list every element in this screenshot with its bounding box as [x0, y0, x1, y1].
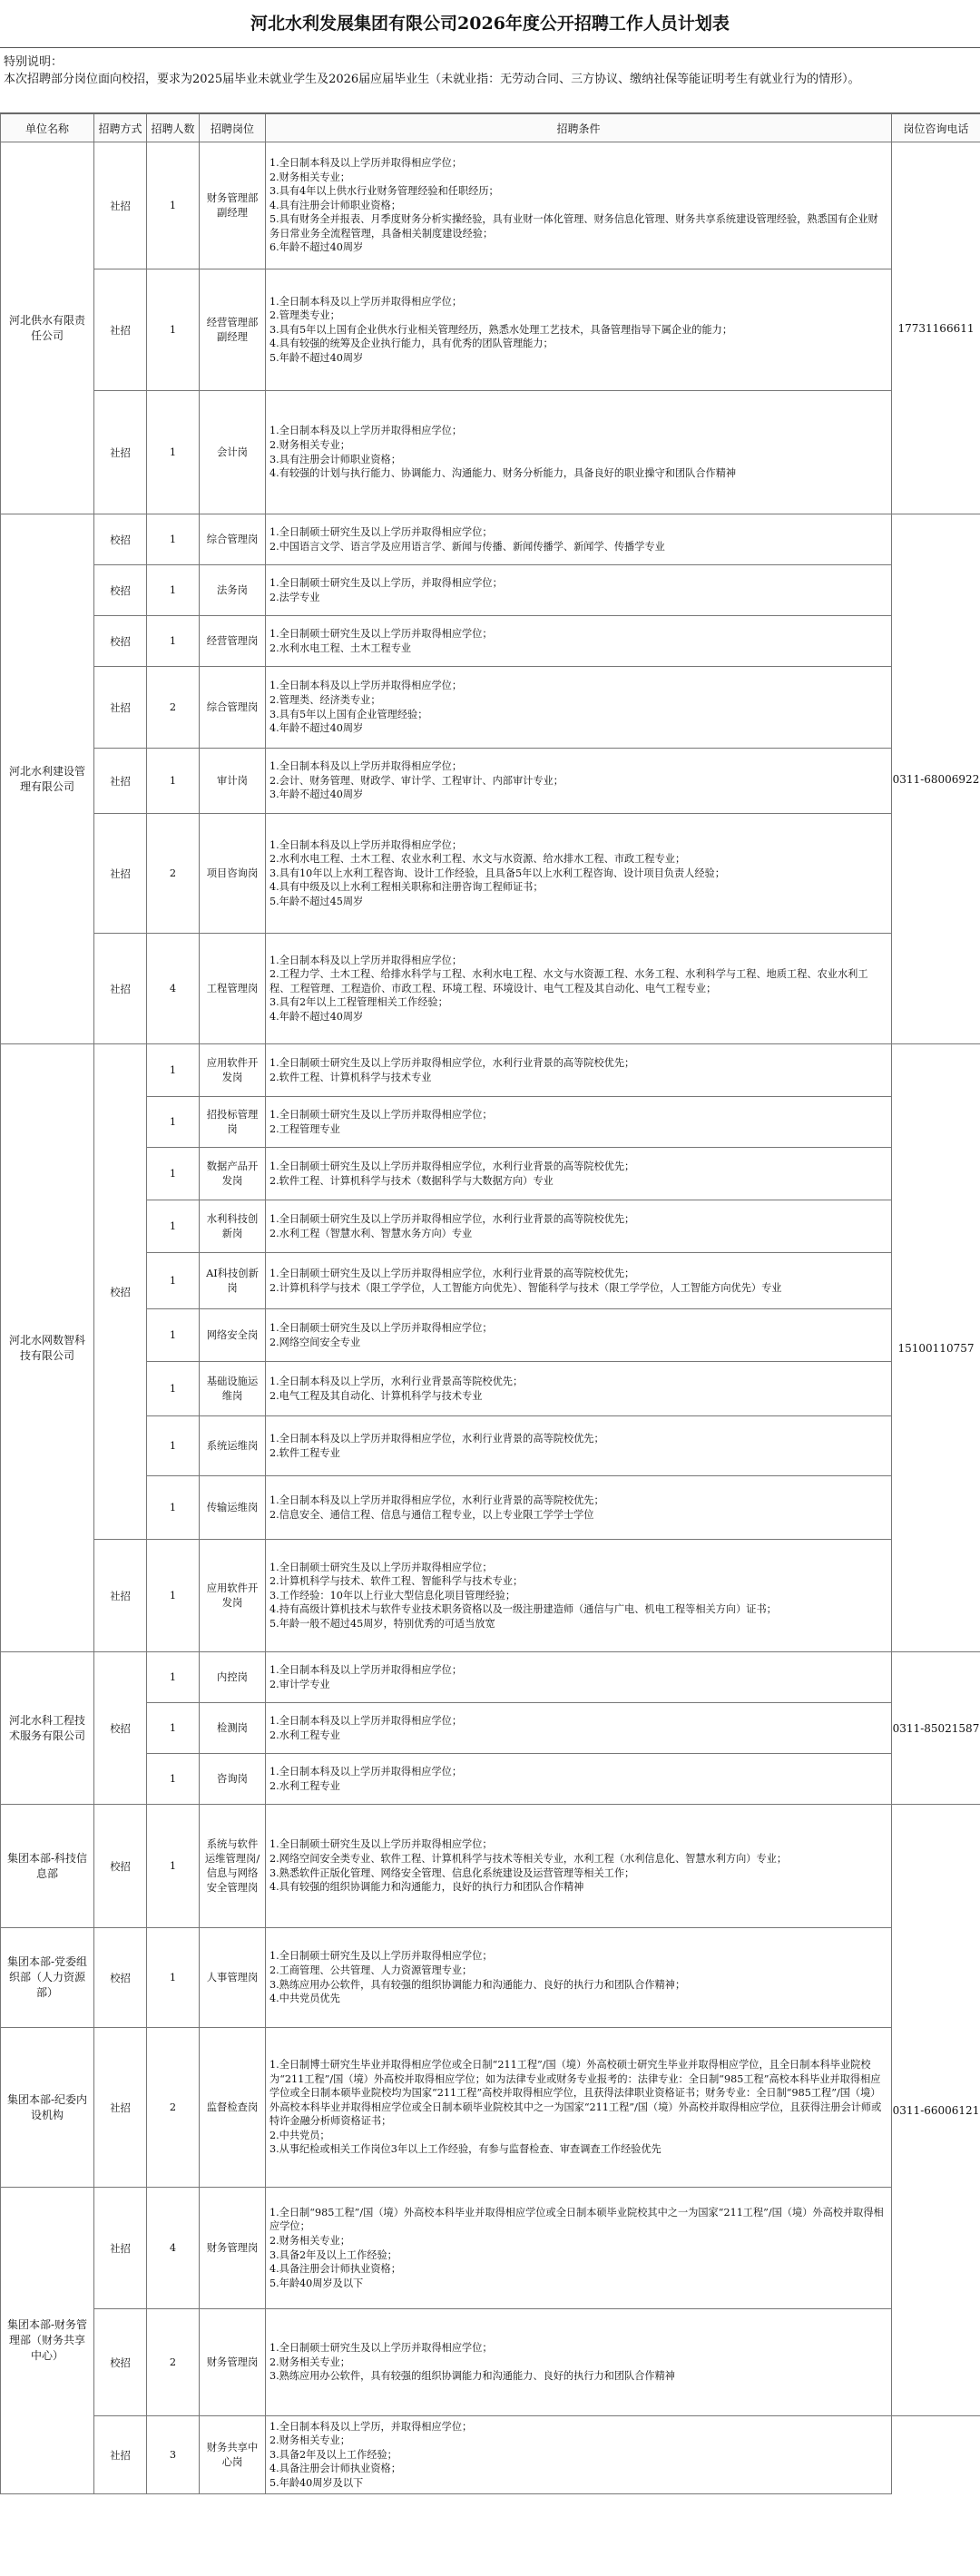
phone-cell: 15100110757 [892, 1044, 980, 1652]
table-row [1, 269, 980, 391]
post-cell: 内控岗 [200, 1652, 266, 1703]
post-cell: 工程管理岗 [200, 934, 266, 1044]
phone-cell: 17731166611 [892, 142, 980, 514]
count-cell: 3 [147, 2416, 200, 2494]
table-header-row [1, 114, 980, 142]
method-cell: 校招 [94, 2309, 147, 2416]
method-cell: 校招 [94, 565, 147, 616]
phone-cell: 0311-66006121 [892, 1805, 980, 2416]
table-row [1, 1703, 980, 1754]
post-cell: 综合管理岗 [200, 667, 266, 749]
count-cell: 1 [147, 1805, 200, 1928]
table-row [1, 1044, 980, 1097]
post-cell: 应用软件开发岗 [200, 1044, 266, 1097]
method-cell: 校招 [94, 1928, 147, 2028]
post-cell: 项目咨询岗 [200, 814, 266, 934]
method-cell: 社招 [94, 391, 147, 514]
post-cell: 传输运维岗 [200, 1476, 266, 1540]
count-cell: 1 [147, 749, 200, 814]
count-cell: 1 [147, 1148, 200, 1200]
requirements-cell: 1.全日制硕士研究生及以上学历并取得相应学位； 2.财务相关专业； 3.熟练应用办公软件，具有较强的组织协调能力和沟通能力、良好的执行力和团队合作精神 [266, 2309, 892, 2416]
count-cell: 2 [147, 667, 200, 749]
table-row [1, 565, 980, 616]
header-unit: 单位名称 [1, 114, 94, 142]
count-cell: 4 [147, 2188, 200, 2309]
method-cell: 校招 [94, 1652, 147, 1805]
post-cell: 基础设施运维岗 [200, 1362, 266, 1416]
method-cell: 校招 [94, 616, 147, 667]
header-post: 招聘岗位 [200, 114, 266, 142]
count-cell: 1 [147, 1754, 200, 1805]
phone-cell: 0311-68006922 [892, 514, 980, 1044]
requirements-cell: 1.全日制本科及以上学历并取得相应学位； 2.水利水电工程、土木工程、农业水利工程、水文与水资源、给水排水工程、市政工程专业； 3.具有10年以上水利工程咨询、设计工作经验，且具备5年以上水利工程咨询、设计项目负责人经验； 4.具有中级及以上水利工程相关职称和注册咨询工程师证书； 5.年龄不超过45周岁 [266, 814, 892, 934]
requirements-cell: 1.全日制本科及以上学历并取得相应学位； 2.审计学专业 [266, 1652, 892, 1703]
method-cell: 社招 [94, 667, 147, 749]
requirements-cell: 1.全日制“985工程”/国（境）外高校本科毕业并取得相应学位或全日制本硕毕业院校其中之一为国家“211工程”/国（境）外高校并取得相应学位； 2.财务相关专业； 3.具备2年及以上工作经验； 4.具备注册会计师执业资格； 5.年龄40周岁及以下 [266, 2188, 892, 2309]
unit-name: 河北供水有限责任公司 [1, 142, 94, 514]
requirements-cell: 1.全日制本科及以上学历，水利行业背景高等院校优先； 2.电气工程及其自动化、计算机科学与技术专业 [266, 1362, 892, 1416]
requirements-cell: 1.全日制硕士研究生及以上学历并取得相应学位，水利行业背景的高等院校优先； 2.软件工程、计算机科学与技术专业 [266, 1044, 892, 1097]
requirements-cell: 1.全日制本科及以上学历并取得相应学位，水利行业背景的高等院校优先； 2.软件工程专业 [266, 1416, 892, 1476]
post-cell: 经营管理部副经理 [200, 269, 266, 391]
table-row [1, 2188, 980, 2309]
count-cell: 1 [147, 1044, 200, 1097]
requirements-cell: 1.全日制硕士研究生及以上学历并取得相应学位； 2.工商管理、公共管理、人力资源管理专业； 3.熟练应用办公软件，具有较强的组织协调能力和沟通能力、良好的执行力和团队合作精神； 4.中共党员优先 [266, 1928, 892, 2028]
post-cell: 招投标管理岗 [200, 1097, 266, 1148]
post-cell: 财务管理部副经理 [200, 142, 266, 269]
requirements-cell: 1.全日制博士研究生毕业并取得相应学位或全日制“211工程”/国（境）外高校硕士研究生毕业并取得相应学位，且全日制本科毕业院校为“211工程”/国（境）外高校并取得相应学位；如为法律专业或财务专业报考的：法律专业：全日制“985工程”高校本科毕业并取得相应学位或全日制本硕毕业院校均为国家“211工程”高校并取得相应学位，且获得法律职业资格证书；财务专业：全日制“985工程”/国（境）外高校本科毕业并取得相应学位或全日制本硕毕业院校其中之一为国家“211工程”/国（境）外高校并取得相应学位，且获得注册会计师或特许金融分析师资格证书； 2.中共党员； 3.从事纪检或相关工作岗位3年以上工作经验，有参与监督检查、审查调查工作经验优先 [266, 2028, 892, 2188]
table-row [1, 1097, 980, 1148]
post-cell: 审计岗 [200, 749, 266, 814]
count-cell: 2 [147, 2309, 200, 2416]
post-cell: 检测岗 [200, 1703, 266, 1754]
unit-name: 河北水利建设管理有限公司 [1, 514, 94, 1044]
notice-heading: 特别说明： [4, 55, 64, 69]
post-cell: 会计岗 [200, 391, 266, 514]
requirements-cell: 1.全日制本科及以上学历并取得相应学位； 2.会计、财务管理、财政学、审计学、工程审计、内部审计专业； 3.年龄不超过40周岁 [266, 749, 892, 814]
table-row [1, 1200, 980, 1253]
table-row [1, 1253, 980, 1309]
header-count: 招聘人数 [147, 114, 200, 142]
count-cell: 1 [147, 1540, 200, 1652]
unit-name: 集团本部-科技信息部 [1, 1805, 94, 1928]
post-cell: 系统运维岗 [200, 1416, 266, 1476]
table-row [1, 667, 980, 749]
post-cell: 网络安全岗 [200, 1309, 266, 1362]
count-cell: 1 [147, 1253, 200, 1309]
requirements-cell: 1.全日制本科及以上学历并取得相应学位； 2.水利工程专业 [266, 1754, 892, 1805]
requirements-cell: 1.全日制硕士研究生及以上学历并取得相应学位，水利行业背景的高等院校优先； 2.计算机科学与技术（限工学学位，人工智能方向优先）、智能科学与技术（限工学学位，人工智能方向优先）专业 [266, 1253, 892, 1309]
post-cell: 综合管理岗 [200, 514, 266, 565]
post-cell: 咨询岗 [200, 1754, 266, 1805]
requirements-cell: 1.全日制本科及以上学历并取得相应学位； 2.财务相关专业； 3.具有注册会计师职业资格； 4.有较强的计划与执行能力、协调能力、沟通能力、财务分析能力，具备良好的职业操守和团队合作精神 [266, 391, 892, 514]
count-cell: 1 [147, 616, 200, 667]
requirements-cell: 1.全日制硕士研究生及以上学历并取得相应学位； 2.网络空间安全类专业、软件工程、计算机科学与技术等相关专业，水利工程（水利信息化、智慧水利方向）专业； 3.熟悉软件正版化管理、网络安全管理、信息化系统建设及运营管理等相关工作； 4.具有较强的组织协调能力和沟通能力，良好的执行力和团队合作精神 [266, 1805, 892, 1928]
table-row [1, 1540, 980, 1652]
count-cell: 1 [147, 142, 200, 269]
table-row [1, 2028, 980, 2188]
post-cell: 财务共享中心岗 [200, 2416, 266, 2494]
method-cell: 校招 [94, 1044, 147, 1540]
recruitment-table [0, 113, 980, 2494]
method-cell: 社招 [94, 142, 147, 269]
count-cell: 1 [147, 1097, 200, 1148]
page-title: 河北水利发展集团有限公司2026年度公开招聘工作人员计划表 [0, 0, 980, 48]
post-cell: 经营管理岗 [200, 616, 266, 667]
method-cell: 社招 [94, 749, 147, 814]
table-row [1, 514, 980, 565]
post-cell: 财务管理岗 [200, 2188, 266, 2309]
table-row [1, 1652, 980, 1703]
table-row [1, 934, 980, 1044]
method-cell: 社招 [94, 1540, 147, 1652]
table-row [1, 1928, 980, 2028]
requirements-cell: 1.全日制本科及以上学历并取得相应学位； 2.管理类专业； 3.具有5年以上国有企业供水行业相关管理经历，熟悉水处理工艺技术，具备管理指导下属企业的能力； 4.具有较强的统筹及企业执行能力，具有优秀的团队管理能力； 5.年龄不超过40周岁 [266, 269, 892, 391]
method-cell: 社招 [94, 934, 147, 1044]
requirements-cell: 1.全日制硕士研究生及以上学历并取得相应学位； 2.计算机科学与技术、软件工程、智能科学与技术专业； 3.工作经验：10年以上行业大型信息化项目管理经验； 4.持有高级计算机技术与软件专业技术职务资格以及一级注册建造师（通信与广电、机电工程等相关方向）证书； 5.年龄一般不超过45周岁，特别优秀的可适当放宽 [266, 1540, 892, 1652]
count-cell: 1 [147, 391, 200, 514]
requirements-cell: 1.全日制本科及以上学历并取得相应学位； 2.工程力学、土木工程、给排水科学与工程、水利水电工程、水文与水资源工程、水务工程、水利科学与工程、地质工程、农业水利工程、工程管理、工程造价、市政工程、环境工程、环境设计、电气工程及其自动化、电气工程专业； 3.具有2年以上工程管理相关工作经验； 4.年龄不超过40周岁 [266, 934, 892, 1044]
count-cell: 1 [147, 269, 200, 391]
table-row [1, 616, 980, 667]
table-row [1, 2309, 980, 2416]
post-cell: 法务岗 [200, 565, 266, 616]
count-cell: 1 [147, 1362, 200, 1416]
unit-name: 集团本部-纪委内设机构 [1, 2028, 94, 2188]
requirements-cell: 1.全日制本科及以上学历并取得相应学位，水利行业背景的高等院校优先； 2.信息安全、通信工程、信息与通信工程专业，以上专业限工学学士学位 [266, 1476, 892, 1540]
count-cell: 1 [147, 1652, 200, 1703]
method-cell: 社招 [94, 2188, 147, 2309]
requirements-cell: 1.全日制本科及以上学历并取得相应学位； 2.管理类、经济类专业； 3.具有5年以上国有企业管理经验； 4.年龄不超过40周岁 [266, 667, 892, 749]
count-cell: 4 [147, 934, 200, 1044]
requirements-cell: 1.全日制硕士研究生及以上学历并取得相应学位； 2.网络空间安全专业 [266, 1309, 892, 1362]
requirements-cell: 1.全日制本科及以上学历并取得相应学位； 2.财务相关专业； 3.具有4年以上供水行业财务管理经验和任职经历； 4.具有注册会计师职业资格； 5.具有财务全并报表、月季度财务分析实操经验，具有业财一体化管理、财务信息化管理、财务共享系统建设管理经验，熟悉国有企业财务日常业务全流程管理，具备相关制度建设经验； 6.年龄不超过40周岁 [266, 142, 892, 269]
requirements-cell: 1.全日制本科及以上学历并取得相应学位； 2.水利工程专业 [266, 1703, 892, 1754]
count-cell: 1 [147, 514, 200, 565]
count-cell: 2 [147, 2028, 200, 2188]
method-cell: 校招 [94, 514, 147, 565]
post-cell: 财务管理岗 [200, 2309, 266, 2416]
requirements-cell: 1.全日制硕士研究生及以上学历并取得相应学位，水利行业背景的高等院校优先； 2.水利工程（智慧水利、智慧水务方向）专业 [266, 1200, 892, 1253]
count-cell: 1 [147, 565, 200, 616]
table-row [1, 142, 980, 269]
table-row [1, 814, 980, 934]
count-cell: 1 [147, 1309, 200, 1362]
table-row [1, 1362, 980, 1416]
method-cell: 社招 [94, 269, 147, 391]
requirements-cell: 1.全日制本科及以上学历，并取得相应学位； 2.财务相关专业； 3.具备2年及以上工作经验； 4.具备注册会计师执业资格； 5.年龄40周岁及以下 [266, 2416, 892, 2494]
post-cell: 水利科技创新岗 [200, 1200, 266, 1253]
unit-name: 集团本部-党委组织部（人力资源部） [1, 1928, 94, 2028]
table-row [1, 1805, 980, 1928]
count-cell: 1 [147, 1476, 200, 1540]
count-cell: 1 [147, 1200, 200, 1253]
header-requirements: 招聘条件 [266, 114, 892, 142]
count-cell: 2 [147, 814, 200, 934]
count-cell: 1 [147, 1703, 200, 1754]
requirements-cell: 1.全日制硕士研究生及以上学历，并取得相应学位； 2.法学专业 [266, 565, 892, 616]
method-cell: 社招 [94, 2028, 147, 2188]
unit-name: 集团本部-财务管理部（财务共享中心） [1, 2188, 94, 2494]
requirements-cell: 1.全日制硕士研究生及以上学历并取得相应学位； 2.水利水电工程、土木工程专业 [266, 616, 892, 667]
post-cell: 应用软件开发岗 [200, 1540, 266, 1652]
requirements-cell: 1.全日制硕士研究生及以上学历并取得相应学位； 2.中国语言文学、语言学及应用语言学、新闻与传播、新闻传播学、新闻学、传播学专业 [266, 514, 892, 565]
method-cell: 社招 [94, 2416, 147, 2494]
table-row [1, 749, 980, 814]
table-row [1, 391, 980, 514]
count-cell: 1 [147, 1928, 200, 2028]
special-notice [0, 48, 980, 113]
table-row [1, 1148, 980, 1200]
post-cell: 监督检查岗 [200, 2028, 266, 2188]
method-cell: 校招 [94, 1805, 147, 1928]
count-cell: 1 [147, 1416, 200, 1476]
notice-text: 本次招聘部分岗位面向校招，要求为2025届毕业未就业学生及2026届应届毕业生（未就业指：无劳动合同、三方协议、缴纳社保等能证明考生有就业行为的情形）。 [4, 73, 860, 86]
post-cell: AI科技创新岗 [200, 1253, 266, 1309]
unit-name: 河北水网数智科技有限公司 [1, 1044, 94, 1652]
unit-name: 河北水科工程技术服务有限公司 [1, 1652, 94, 1805]
table-row [1, 1476, 980, 1540]
table-row [1, 1309, 980, 1362]
header-phone: 岗位咨询电话 [892, 114, 980, 142]
requirements-cell: 1.全日制硕士研究生及以上学历并取得相应学位，水利行业背景的高等院校优先； 2.软件工程、计算机科学与技术（数据科学与大数据方向）专业 [266, 1148, 892, 1200]
post-cell: 系统与软件运维管理岗/信息与网络安全管理岗 [200, 1805, 266, 1928]
phone-cell: 0311-85021587 [892, 1652, 980, 1805]
requirements-cell: 1.全日制硕士研究生及以上学历并取得相应学位； 2.工程管理专业 [266, 1097, 892, 1148]
table-row [1, 2416, 980, 2494]
post-cell: 人事管理岗 [200, 1928, 266, 2028]
table-row [1, 1754, 980, 1805]
header-method: 招聘方式 [94, 114, 147, 142]
post-cell: 数据产品开发岗 [200, 1148, 266, 1200]
table-row [1, 1416, 980, 1476]
method-cell: 社招 [94, 814, 147, 934]
